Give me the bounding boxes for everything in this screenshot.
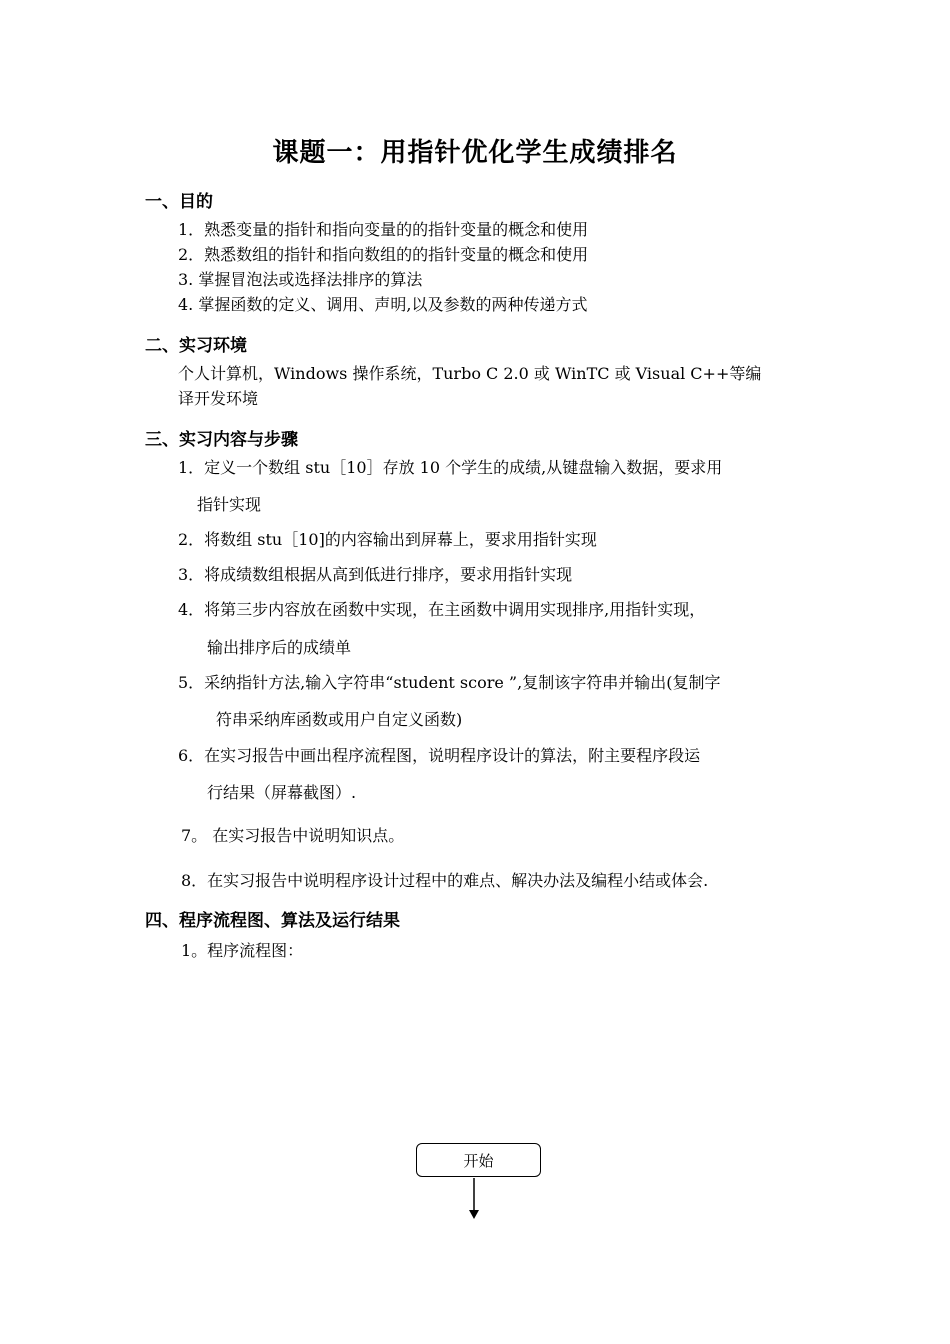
content-line: 8．在实习报告中说明程序设计过程中的难点、解决办法及编程小结或体会. — [181, 871, 709, 890]
document-title: 课题一：用指针优化学生成绩排名 — [272, 138, 678, 168]
section-heading-purpose: 一、目的 — [145, 192, 213, 212]
environment-line: 个人计算机，Windows 操作系统，Turbo C 2.0 或 WinTC 或 Visual C++等编 — [178, 364, 762, 383]
purpose-item: 3. 掌握冒泡法或选择法排序的算法 — [178, 270, 423, 289]
content-line: 7。 在实习报告中说明知识点。 — [181, 826, 405, 845]
content-line: 符串采纳库函数或用户自定义函数) — [216, 710, 463, 729]
content-line: 1．定义一个数组 stu［10］存放 10 个学生的成绩,从键盘输入数据，要求用 — [178, 458, 723, 477]
flowchart-subheading: 1。程序流程图： — [181, 941, 304, 960]
purpose-item: 2．熟悉数组的指针和指向数组的的指针变量的概念和使用 — [178, 245, 589, 264]
content-line: 输出排序后的成绩单 — [207, 638, 352, 657]
purpose-item: 1．熟悉变量的指针和指向变量的的指针变量的概念和使用 — [178, 220, 589, 239]
section-heading-content: 三、实习内容与步骤 — [145, 430, 298, 450]
content-line: 2．将数组 stu［10]的内容输出到屏幕上，要求用指针实现 — [178, 530, 597, 549]
content-line: 6．在实习报告中画出程序流程图，说明程序设计的算法，附主要程序段运 — [178, 746, 701, 765]
environment-line: 译开发环境 — [178, 389, 259, 408]
flowchart-start-label: 开始 — [463, 1151, 494, 1170]
section-heading-environment: 二、实习环境 — [145, 336, 247, 356]
content-line: 3．将成绩数组根据从高到低进行排序，要求用指针实现 — [178, 565, 573, 584]
purpose-item: 4. 掌握函数的定义、调用、声明,以及参数的两种传递方式 — [178, 295, 588, 314]
flowchart-start-node — [416, 1143, 541, 1177]
content-line: 5．采纳指针方法,输入字符串“student score ”,复制该字符串并输出(复制字 — [178, 673, 721, 692]
section-heading-flowchart: 四、程序流程图、算法及运行结果 — [145, 911, 400, 931]
content-line: 4．将第三步内容放在函数中实现，在主函数中调用实现排序,用指针实现， — [178, 600, 706, 619]
content-line: 行结果（屏幕截图）. — [207, 783, 357, 802]
content-line: 指针实现 — [197, 495, 262, 514]
flowchart-arrow — [464, 1178, 484, 1222]
